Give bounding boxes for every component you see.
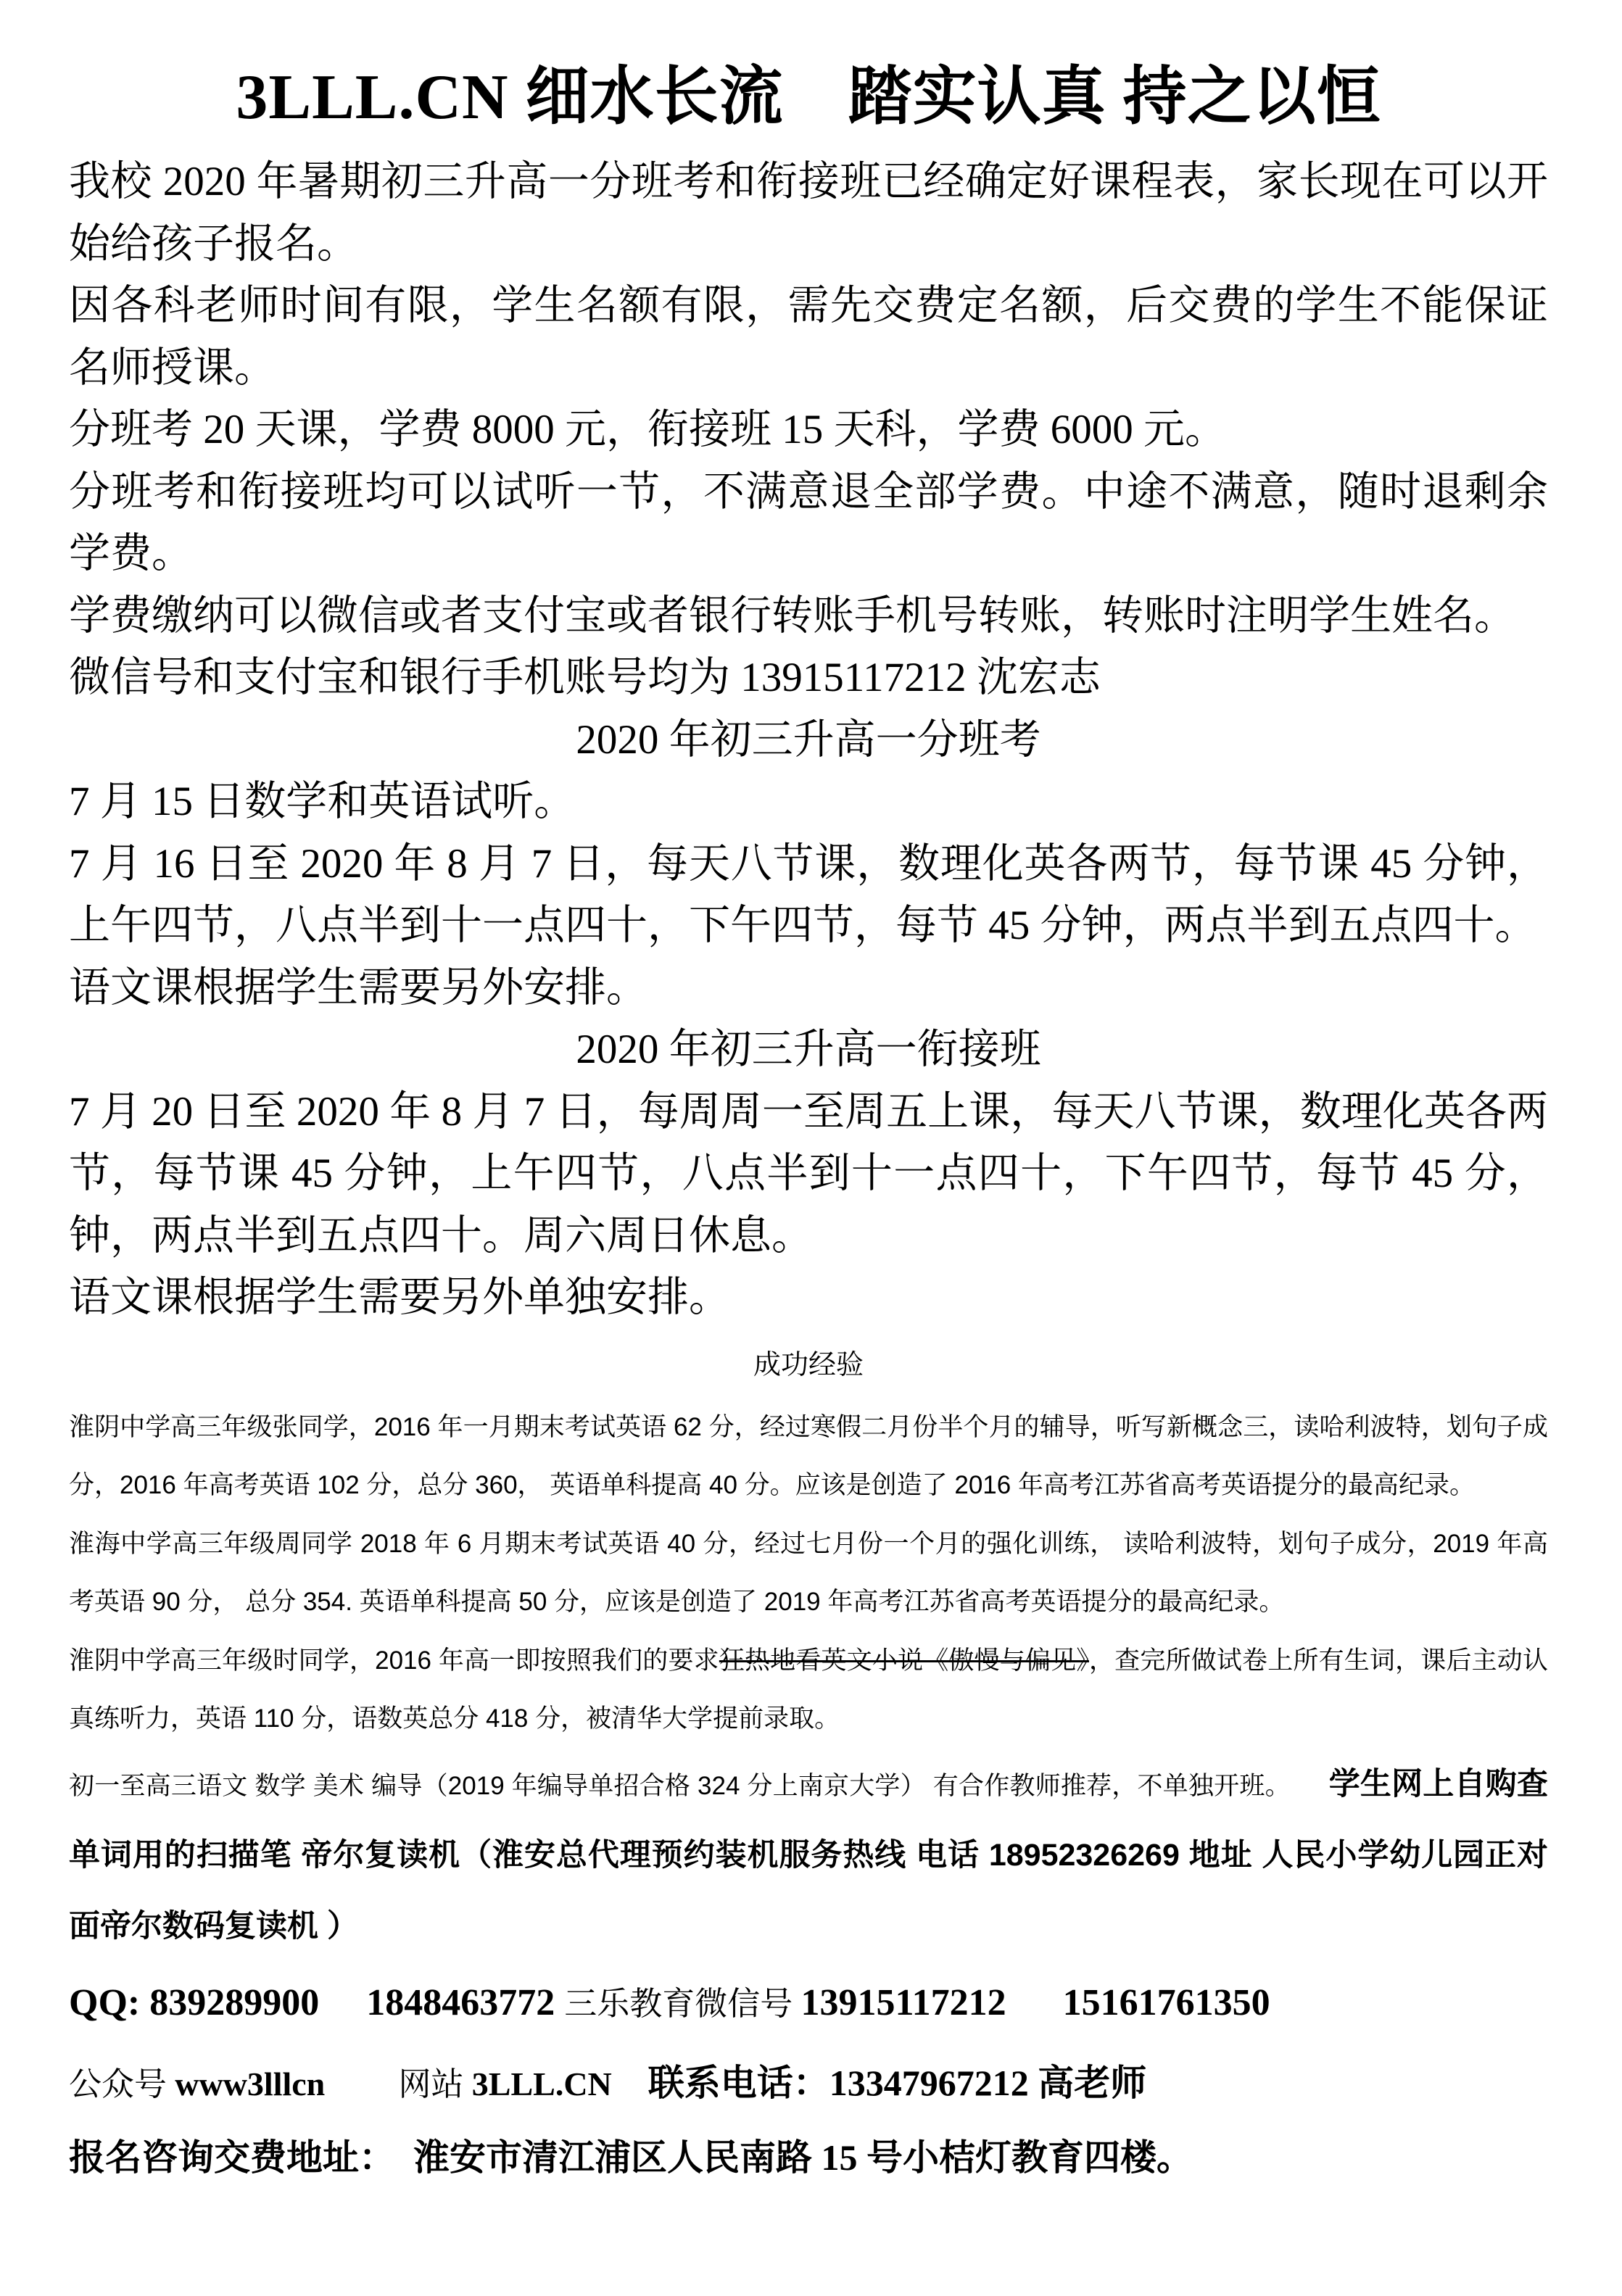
intro-paragraph-payment-account: 微信号和支付宝和银行手机账号均为 13915117212 沈宏志	[69, 655, 1101, 700]
success-heading: 成功经验	[753, 1349, 864, 1380]
success-story: 淮阴中学高三年级张同学，2016 年一月期末考试英语 62 分，经过寒假二月份半个月的辅导，听写新概念三，读哈利波特，划句子成分，2016 年高考英语 102 分，总分 360， 英语单科提高 40 分。应该是创造了 2016 年高考江苏省高考英语提分的最高纪录。	[69, 1412, 1548, 1500]
intro-paragraph: 分班考 20 天课，学费 8000 元，衔接班 15 天科，学费 6000 元。	[69, 407, 1226, 452]
bridge-class-paragraph: 7 月 20 日至 2020 年 8 月 7 日，每周周一至周五上课，每天八节课，数理化英各两节，每节课 45 分钟，上午四节，八点半到十一点四十，下午四节，每节 45 分，钟，两点半到五点四十。周六周日休息。	[69, 1088, 1548, 1259]
qq-numbers: QQ: 839289900 1848463772	[69, 1981, 565, 2023]
other-courses-line	[69, 1749, 1548, 1962]
intro-paragraph: 我校 2020 年暑期初三升高一分班考和衔接班已经确定好课程表，家长现在可以开始给孩子报名。	[69, 159, 1548, 267]
page-title: 3LLL.CN 细水长流 踏实认真 持之以恒	[236, 62, 1381, 133]
registration-address-line	[69, 2123, 1548, 2194]
web-contact-line	[69, 2044, 1548, 2123]
success-story-text: 淮阴中学高三年级时同学，2016 年高一即按照我们的要求	[69, 1646, 719, 1675]
courses-normal-text: 初一至高三语文 数学 美术 编导（2019 年编导单招合格 324 分上南京大学） 有合作教师推荐，不单独开班。	[69, 1771, 1329, 1800]
address-value: 淮安市清江浦区人民南路 15 号小桔灯教育四楼。	[413, 2137, 1193, 2179]
qq-contact-line	[69, 1962, 1548, 2044]
placement-exam-paragraph: 7 月 16 日至 2020 年 8 月 7 日，每天八节课，数理化英各两节，每节课 45 分钟，上午四节，八点半到十一点四十，下午四节，每节 45 分钟，两点半到五点四十。	[69, 840, 1548, 948]
section-heading-bridge-class: 2020 年初三升高一衔接班	[576, 1027, 1041, 1072]
placement-exam-paragraph: 7 月 15 日数学和英语试听。	[69, 779, 576, 824]
wechat-label: 三乐教育微信号	[564, 1985, 801, 2022]
intro-paragraph: 学费缴纳可以微信或者支付宝或者银行转账手机号转账，转账时注明学生姓名。	[69, 592, 1515, 639]
courses-bold-text: 学生网上自购查单词用的扫描笔 帝尔复读机（淮安总代理预约装机服务热线 电话 18952326269 地址 人民小学幼儿园正对面帝尔数码复读机 ）	[69, 1766, 1548, 1944]
success-story	[69, 1632, 1548, 1749]
contact-phone-value: 13347967212 高老师	[829, 2063, 1147, 2104]
success-story: 淮海中学高三年级周同学 2018 年 6 月期末考试英语 40 分，经过七月份一个月的强化训练， 读哈利波特，划句子成分，2019 年高考英语 90 分， 总分 354. 英语单科提高 50 分，应该是创造了 2019 年高考江苏省高考英语提分的最高纪录。	[69, 1529, 1548, 1617]
intro-paragraph: 因各科老师时间有限，学生名额有限，需先交费定名额，后交费的学生不能保证名师授课。	[69, 283, 1548, 391]
strikethrough-text: 狂热地看英文小说《傲慢与偏见》	[719, 1646, 1089, 1675]
placement-exam-paragraph: 语文课根据学生需要另外安排。	[69, 964, 647, 1011]
section-heading-placement-exam: 2020 年初三升高一分班考	[576, 716, 1041, 763]
intro-paragraph: 分班考和衔接班均可以试听一节，不满意退全部学费。中途不满意，随时退剩余学费。	[69, 468, 1548, 576]
success-story-text: ，查完所做试卷上所有生词，课后主动认真练听力，英语 110 分，语数英总分 418 分，被清华大学提前录取。	[69, 1646, 1548, 1733]
website-value: 3LLL.CN	[471, 2065, 612, 2103]
gongzhonghao-label: 公众号	[69, 2066, 175, 2103]
gongzhonghao-value: www3lllcn	[175, 2065, 326, 2103]
contact-phone-label: 联系电话：	[611, 2063, 829, 2104]
address-label: 报名咨询交费地址：	[69, 2137, 413, 2179]
website-label: 网站	[325, 2066, 472, 2103]
wechat-numbers: 13915117212 15161761350	[800, 1981, 1270, 2023]
bridge-class-paragraph: 语文课根据学生需要另外单独安排。	[69, 1275, 730, 1320]
